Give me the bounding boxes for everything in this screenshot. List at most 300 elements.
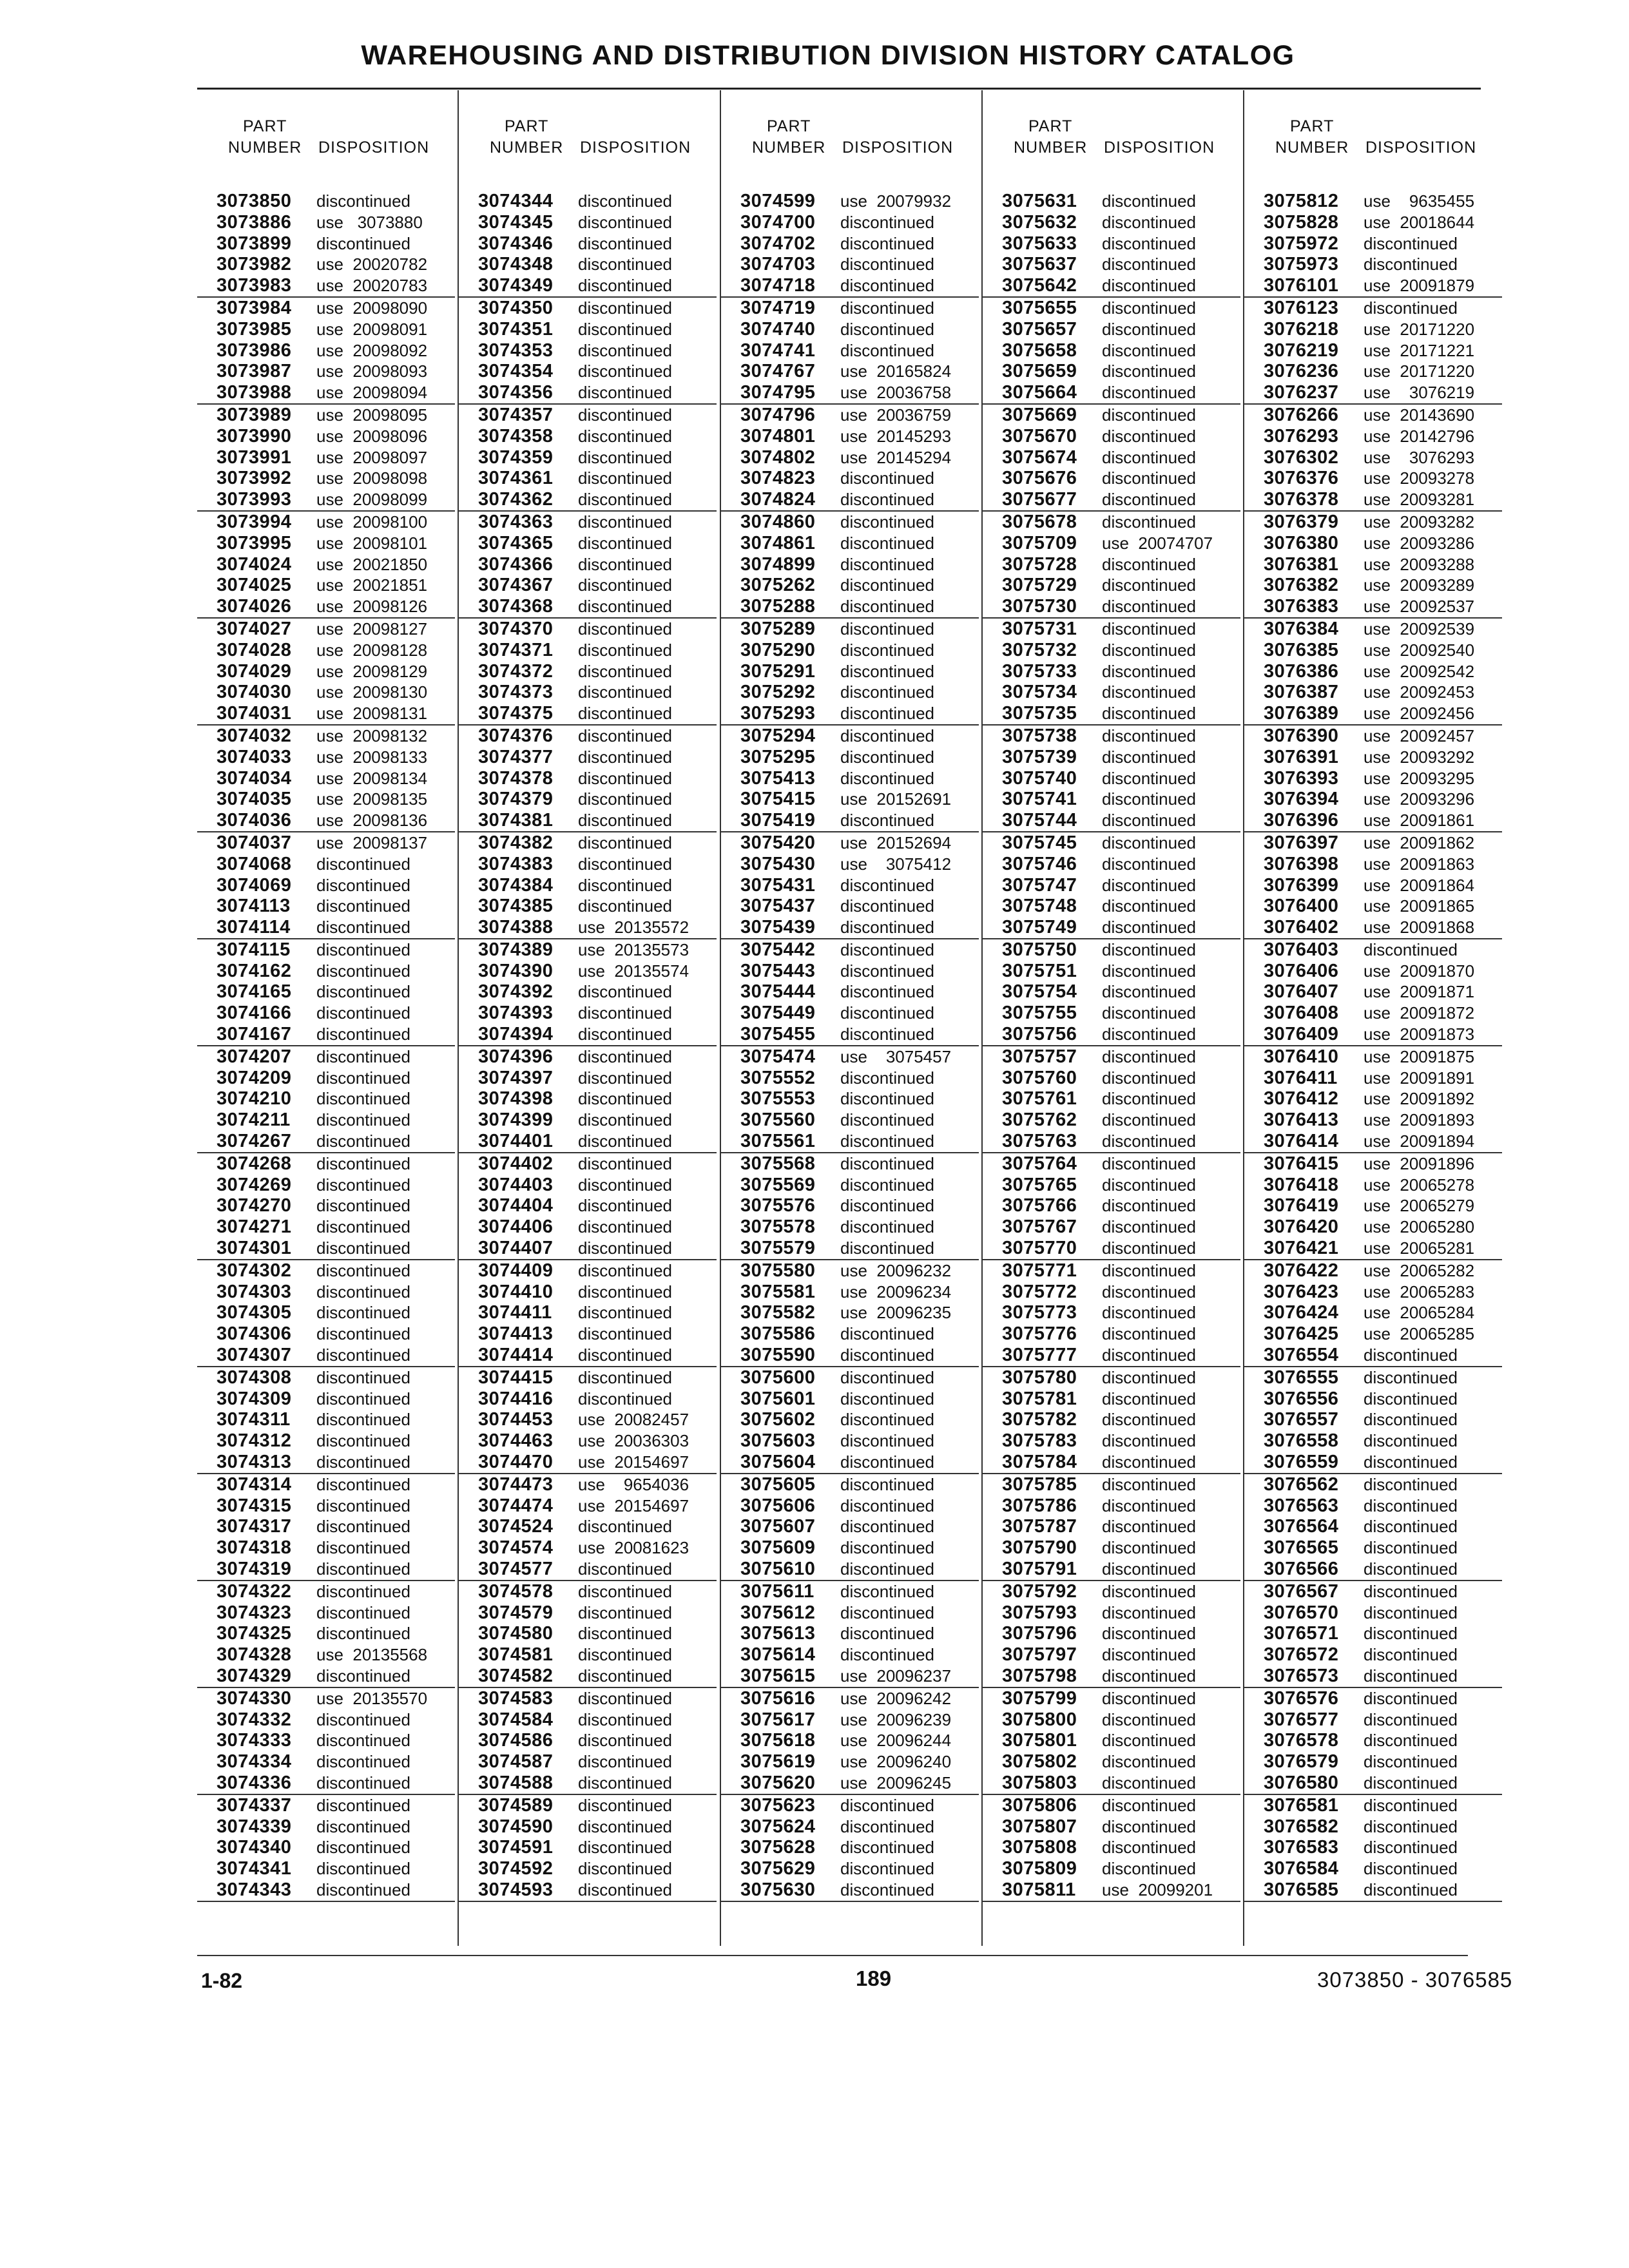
part-number: 3075430 <box>740 853 816 874</box>
table-row <box>721 917 979 939</box>
disposition: discontinued <box>316 1624 410 1644</box>
table-row <box>983 1773 1240 1795</box>
table-row <box>721 1367 979 1389</box>
part-number: 3076579 <box>1264 1751 1339 1773</box>
part-number: 3074474 <box>478 1495 554 1516</box>
disposition: discontinued <box>1364 1389 1458 1408</box>
part-number: 3076387 <box>1264 682 1339 703</box>
part-number: 3075972 <box>1264 233 1339 254</box>
part-number: 3074580 <box>478 1623 554 1644</box>
table-row <box>197 917 455 939</box>
disposition: discontinued <box>840 1795 934 1815</box>
table-row <box>197 468 455 489</box>
disposition: discontinued <box>1102 1046 1196 1066</box>
table-row <box>721 832 979 854</box>
disposition: use 20092457 <box>1364 726 1475 745</box>
part-number: 3075631 <box>1002 191 1077 211</box>
part-number: 3076379 <box>1264 511 1339 532</box>
disposition: discontinued <box>840 1474 934 1494</box>
part-number: 3074301 <box>217 1238 292 1259</box>
table-row <box>983 1452 1240 1474</box>
table-row <box>459 405 717 426</box>
table-row <box>197 703 455 726</box>
disposition: discontinued <box>578 447 672 467</box>
disposition: discontinued <box>840 468 934 488</box>
disposition: discontinued <box>578 1282 672 1302</box>
table-row <box>721 554 979 575</box>
table-row <box>197 1153 455 1175</box>
disposition: discontinued <box>316 1752 410 1772</box>
table-row <box>983 596 1240 619</box>
part-number: 3075624 <box>740 1816 816 1837</box>
table-row <box>459 489 717 512</box>
table-row <box>983 233 1240 255</box>
disposition: discontinued <box>1102 1859 1196 1879</box>
disposition: discontinued <box>1364 1345 1458 1365</box>
table-row <box>197 1302 455 1323</box>
disposition: discontinued <box>840 1153 934 1173</box>
part-number: 3074356 <box>478 382 554 403</box>
disposition: discontinued <box>840 1068 934 1088</box>
part-number: 3075766 <box>1002 1195 1077 1216</box>
table-row <box>983 1282 1240 1303</box>
disposition: discontinued <box>1102 939 1196 959</box>
table-row <box>1244 1623 1502 1644</box>
part-number: 3075580 <box>740 1260 816 1281</box>
disposition: discontinued <box>840 1452 934 1472</box>
disposition: discontinued <box>578 1046 672 1066</box>
part-number: 3076293 <box>1264 425 1339 447</box>
part-number: 3075756 <box>1002 1024 1077 1045</box>
table-row <box>983 1602 1240 1624</box>
table-row <box>459 1003 717 1024</box>
title-rule <box>197 88 1481 90</box>
part-number: 3076578 <box>1264 1730 1339 1751</box>
table-row <box>459 1153 717 1175</box>
table-row <box>1244 1003 1502 1024</box>
disposition: discontinued <box>1102 1709 1196 1729</box>
disposition: discontinued <box>1364 1602 1458 1622</box>
table-row <box>459 747 717 768</box>
part-number: 3074333 <box>217 1730 292 1751</box>
disposition: discontinued <box>578 1666 672 1686</box>
part-number: 3074801 <box>740 425 816 447</box>
part-number: 3075771 <box>1002 1260 1077 1281</box>
disposition: discontinued <box>316 1196 410 1216</box>
table-row <box>459 1688 717 1709</box>
table-row <box>459 1837 717 1858</box>
part-number: 3075615 <box>740 1665 816 1686</box>
part-number: 3075744 <box>1002 810 1077 831</box>
part-number: 3075738 <box>1002 725 1077 746</box>
disposition: use 20154697 <box>578 1495 689 1515</box>
table-row <box>1244 533 1502 554</box>
part-number: 3074269 <box>217 1174 292 1195</box>
disposition: discontinued <box>316 1046 410 1066</box>
disposition: use 20098137 <box>316 832 428 852</box>
part-number: 3074113 <box>217 896 291 917</box>
disposition: discontinued <box>316 1666 410 1686</box>
disposition: discontinued <box>316 1517 410 1537</box>
part-number: 3076570 <box>1264 1602 1339 1623</box>
part-number: 3074767 <box>740 361 816 382</box>
part-number: 3074033 <box>217 746 292 767</box>
table-row <box>197 768 455 789</box>
table-row <box>197 512 455 533</box>
disposition: discontinued <box>1102 1559 1196 1579</box>
part-range: 3073850 - 3076585 <box>1317 1968 1513 1992</box>
table-row <box>197 275 455 298</box>
part-number: 3074411 <box>478 1302 552 1323</box>
disposition: discontinued <box>578 726 672 745</box>
part-number: 3075678 <box>1002 511 1077 532</box>
disposition: use 20098130 <box>316 682 428 702</box>
table-row <box>983 1688 1240 1709</box>
part-number: 3075628 <box>740 1837 816 1858</box>
table-row <box>721 1024 979 1046</box>
table-row <box>983 1879 1240 1902</box>
part-number: 3074359 <box>478 447 554 468</box>
disposition: discontinued <box>1364 1688 1458 1708</box>
part-number: 3074823 <box>740 468 816 489</box>
table-row <box>459 1302 717 1323</box>
table-row <box>721 1837 979 1858</box>
disposition: discontinued <box>316 1131 410 1151</box>
part-number: 3076412 <box>1264 1088 1339 1110</box>
part-number: 3075630 <box>740 1879 816 1900</box>
part-number-header: PART NUMBER <box>1275 117 1349 157</box>
part-number: 3075603 <box>740 1430 816 1452</box>
disposition: discontinued <box>840 640 934 660</box>
disposition: use 20091896 <box>1364 1153 1475 1173</box>
part-number: 3075616 <box>740 1687 816 1709</box>
disposition: discontinued <box>1102 447 1196 467</box>
disposition: discontinued <box>316 1110 410 1130</box>
disposition: discontinued <box>1364 1879 1458 1899</box>
part-number: 3075578 <box>740 1216 816 1238</box>
table-row <box>459 939 717 961</box>
disposition: discontinued <box>578 1003 672 1023</box>
table-row <box>1244 1302 1502 1323</box>
table-row <box>197 191 455 212</box>
disposition: discontinued <box>1102 1773 1196 1792</box>
disposition: discontinued <box>578 1624 672 1644</box>
column-header <box>459 116 717 191</box>
table-row <box>1244 981 1502 1003</box>
disposition-header: DISPOSITION <box>1365 139 1477 157</box>
disposition: discontinued <box>1102 726 1196 745</box>
disposition: discontinued <box>316 1859 410 1879</box>
table-row <box>459 1474 717 1495</box>
part-number: 3076391 <box>1264 746 1339 767</box>
part-number: 3076123 <box>1264 297 1339 318</box>
table-row <box>1244 1559 1502 1581</box>
part-number: 3074358 <box>478 425 554 447</box>
catalog-title: WAREHOUSING AND DISTRIBUTION DIVISION HISTORY CATALOG <box>361 40 1295 71</box>
disposition: discontinued <box>578 255 672 274</box>
disposition: discontinued <box>1102 319 1196 339</box>
part-number: 3075776 <box>1002 1323 1077 1345</box>
table-row <box>1244 1216 1502 1238</box>
part-number: 3074899 <box>740 553 816 575</box>
part-number: 3074860 <box>740 511 816 532</box>
part-number: 3074306 <box>217 1323 292 1345</box>
disposition: discontinued <box>578 1175 672 1195</box>
disposition: discontinued <box>578 1367 672 1387</box>
disposition: discontinued <box>840 298 934 318</box>
part-number: 3074404 <box>478 1195 554 1216</box>
table-row <box>983 619 1240 640</box>
table-row <box>459 1816 717 1838</box>
disposition: discontinued <box>1364 1795 1458 1815</box>
part-number: 3074700 <box>740 211 816 233</box>
table-row <box>197 1389 455 1410</box>
disposition: discontinued <box>578 875 672 895</box>
part-number: 3074167 <box>217 1024 292 1045</box>
table-row <box>197 939 455 961</box>
table-row <box>459 1195 717 1216</box>
table-row <box>459 447 717 468</box>
part-number: 3074349 <box>478 275 554 296</box>
part-number: 3075747 <box>1002 874 1077 896</box>
table-row <box>1244 1516 1502 1537</box>
disposition: discontinued <box>578 191 672 211</box>
disposition: discontinued <box>578 640 672 660</box>
part-number: 3073994 <box>217 511 292 532</box>
part-number: 3074599 <box>740 191 816 211</box>
part-number: 3076582 <box>1264 1816 1339 1837</box>
part-number: 3075609 <box>740 1537 816 1559</box>
disposition: use 20092540 <box>1364 640 1475 660</box>
part-number: 3075750 <box>1002 939 1077 960</box>
table-row <box>1244 682 1502 703</box>
part-number: 3074702 <box>740 233 816 254</box>
disposition: discontinued <box>578 1389 672 1408</box>
part-number: 3076380 <box>1264 532 1339 553</box>
part-number: 3075791 <box>1002 1559 1077 1579</box>
disposition: use 20020783 <box>316 276 428 296</box>
table-row <box>1244 233 1502 255</box>
disposition: use 9654036 <box>578 1474 689 1494</box>
disposition: use 20065283 <box>1364 1282 1475 1302</box>
part-number: 3076390 <box>1264 725 1339 746</box>
part-number: 3075731 <box>1002 618 1077 639</box>
disposition: discontinued <box>578 747 672 767</box>
disposition: use 20171221 <box>1364 340 1475 360</box>
table-row <box>983 361 1240 382</box>
table-row <box>459 1110 717 1131</box>
table-row <box>1244 1175 1502 1196</box>
disposition: use 20098092 <box>316 340 428 360</box>
part-number: 3073986 <box>217 340 292 361</box>
part-number: 3076414 <box>1264 1131 1339 1152</box>
part-number: 3076402 <box>1264 917 1339 938</box>
part-number: 3074318 <box>217 1537 292 1559</box>
disposition: use 20091879 <box>1364 276 1475 296</box>
part-number: 3076554 <box>1264 1345 1339 1366</box>
disposition: discontinued <box>578 1260 672 1280</box>
disposition: use 20098097 <box>316 447 428 467</box>
table-row <box>721 1879 979 1902</box>
part-number: 3074309 <box>217 1388 292 1409</box>
disposition: use 20082457 <box>578 1410 689 1430</box>
table-row <box>197 554 455 575</box>
disposition: discontinued <box>840 233 934 253</box>
disposition: discontinued <box>840 682 934 702</box>
disposition: use 3076219 <box>1364 383 1475 403</box>
part-number: 3075262 <box>740 575 816 596</box>
part-number: 3076565 <box>1264 1537 1339 1559</box>
table-row <box>1244 298 1502 319</box>
part-number: 3073850 <box>217 191 292 211</box>
disposition: discontinued <box>1102 1688 1196 1708</box>
table-row <box>1244 832 1502 854</box>
table-row <box>197 1709 455 1731</box>
disposition: use 20098091 <box>316 319 428 339</box>
disposition: discontinued <box>1102 468 1196 488</box>
disposition: discontinued <box>1364 233 1458 253</box>
part-number: 3074824 <box>740 489 816 510</box>
disposition: discontinued <box>840 1517 934 1537</box>
table-row <box>459 1773 717 1795</box>
disposition: use 20096245 <box>840 1773 952 1792</box>
part-number: 3074334 <box>217 1751 292 1773</box>
part-number: 3074413 <box>478 1323 554 1345</box>
table-row <box>459 961 717 982</box>
part-number-header: PART NUMBER <box>1014 117 1088 157</box>
catalog-column <box>1244 116 1502 1902</box>
table-row <box>459 619 717 640</box>
table-row <box>459 703 717 726</box>
disposition: use 20098101 <box>316 533 428 553</box>
disposition: discontinued <box>316 1303 410 1323</box>
part-number: 3074350 <box>478 297 554 318</box>
disposition: discontinued <box>1364 1859 1458 1879</box>
table-row <box>459 298 717 319</box>
disposition: use 20165824 <box>840 361 952 381</box>
disposition: discontinued <box>840 704 934 724</box>
disposition: discontinued <box>578 1752 672 1772</box>
part-number: 3074367 <box>478 575 554 596</box>
table-row <box>721 1688 979 1709</box>
disposition: discontinued <box>840 276 934 296</box>
disposition: discontinued <box>316 1795 410 1815</box>
table-row <box>197 1068 455 1089</box>
table-row <box>983 640 1240 661</box>
part-number: 3074339 <box>217 1816 292 1837</box>
table-row <box>1244 1474 1502 1495</box>
part-number: 3074409 <box>478 1260 554 1281</box>
part-number: 3074406 <box>478 1216 554 1238</box>
part-number: 3074332 <box>217 1709 292 1730</box>
part-number: 3075773 <box>1002 1302 1077 1323</box>
part-number: 3074330 <box>217 1687 292 1709</box>
table-row <box>197 619 455 640</box>
part-number: 3074593 <box>478 1879 554 1900</box>
table-row <box>983 1581 1240 1602</box>
part-number: 3074365 <box>478 532 554 553</box>
disposition: discontinued <box>1102 1452 1196 1472</box>
table-row <box>1244 1751 1502 1773</box>
table-row <box>197 810 455 832</box>
disposition: discontinued <box>1102 1645 1196 1665</box>
table-row <box>197 1088 455 1110</box>
disposition: discontinued <box>316 982 410 1002</box>
column-header <box>197 116 455 191</box>
table-row <box>721 533 979 554</box>
part-number: 3075757 <box>1002 1046 1077 1067</box>
part-number: 3075793 <box>1002 1602 1077 1623</box>
table-row <box>983 275 1240 298</box>
part-number: 3075582 <box>740 1302 816 1323</box>
disposition: discontinued <box>578 982 672 1002</box>
table-row <box>983 1024 1240 1046</box>
table-row <box>197 1795 455 1816</box>
disposition: discontinued <box>578 619 672 639</box>
disposition: discontinued <box>840 982 934 1002</box>
disposition: discontinued <box>316 1773 410 1792</box>
part-number: 3075617 <box>740 1709 816 1730</box>
part-number: 3075732 <box>1002 639 1077 660</box>
table-row <box>721 1216 979 1238</box>
part-number: 3075415 <box>740 789 816 810</box>
part-number: 3075828 <box>1264 211 1339 233</box>
table-row <box>983 1666 1240 1688</box>
disposition: discontinued <box>578 1131 672 1151</box>
table-row <box>983 533 1240 554</box>
disposition: use 20093296 <box>1364 789 1475 809</box>
table-row <box>459 468 717 489</box>
disposition: use 20091862 <box>1364 832 1475 852</box>
disposition: discontinued <box>316 1089 410 1109</box>
table-row <box>459 1666 717 1688</box>
table-row <box>1244 726 1502 747</box>
table-row <box>983 832 1240 854</box>
part-number: 3074363 <box>478 511 554 532</box>
section-number: 1-82 <box>201 1969 243 1992</box>
table-row <box>459 854 717 875</box>
disposition: use 20065279 <box>1364 1196 1475 1216</box>
disposition: discontinued <box>840 490 934 510</box>
part-number: 3074394 <box>478 1024 554 1045</box>
table-row <box>983 1837 1240 1858</box>
table-row <box>983 1751 1240 1773</box>
disposition: discontinued <box>1102 1282 1196 1302</box>
table-row <box>721 1602 979 1624</box>
table-row <box>1244 1452 1502 1474</box>
part-number: 3074314 <box>217 1474 292 1495</box>
part-number: 3076394 <box>1264 789 1339 810</box>
table-row <box>197 747 455 768</box>
table-row <box>721 1495 979 1517</box>
part-number: 3075733 <box>1002 660 1077 682</box>
table-row <box>983 319 1240 340</box>
table-row <box>721 1773 979 1795</box>
table-row <box>197 1879 455 1902</box>
disposition: discontinued <box>316 961 410 981</box>
disposition: discontinued <box>316 939 410 959</box>
part-number: 3074802 <box>740 447 816 468</box>
disposition: use 20098133 <box>316 747 428 767</box>
part-number: 3074307 <box>217 1345 292 1366</box>
part-number: 3076566 <box>1264 1559 1339 1579</box>
table-row <box>721 1516 979 1537</box>
part-number: 3074029 <box>217 660 292 682</box>
table-row <box>1244 1131 1502 1153</box>
disposition: use 9635455 <box>1364 191 1475 211</box>
table-row <box>459 382 717 405</box>
table-row <box>197 1216 455 1238</box>
